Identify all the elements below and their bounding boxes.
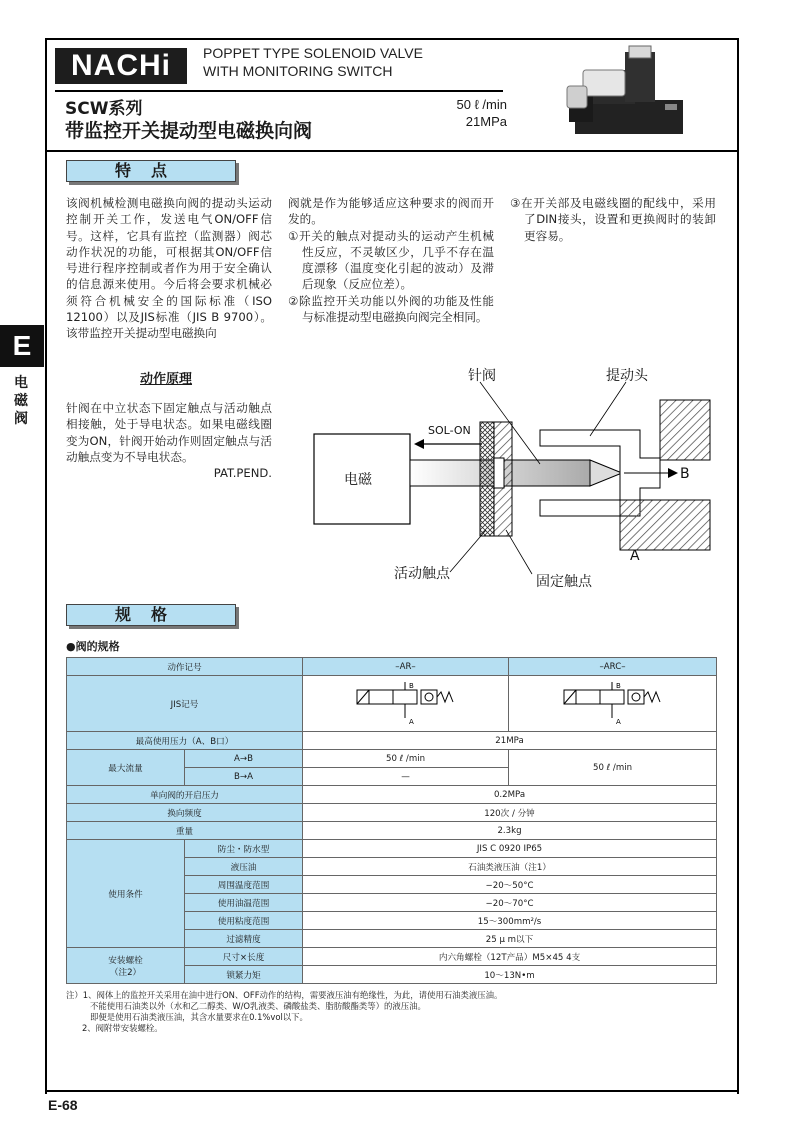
table-cell: –AR– (303, 658, 509, 676)
moving-contact (480, 422, 494, 536)
body-top (660, 400, 710, 460)
table-cell: 换向频度 (67, 804, 303, 822)
table-cell: 重量 (67, 822, 303, 840)
note-line: 即便是使用石油类液压油，其含水量要求在0.1%vol以下。 (66, 1012, 308, 1022)
table-cell: — (303, 768, 509, 786)
table-cell: 单向阀的开启压力 (67, 786, 303, 804)
note-line: 2、阀附带安装螺栓。 (66, 1023, 163, 1033)
feature-item-2: ②除监控开关功能以外阀的功能及性能与标准提动型电磁换向阀完全相同。 (288, 293, 494, 325)
poppet-leader (590, 382, 626, 436)
header-specs (447, 96, 507, 130)
section-e-tab: E (0, 325, 44, 367)
note-line: 不能使用石油类以外（水和乙二醇类、W/O乳液类、磷酸盐类、脂肪酸酯类等）的液压油。 (66, 1001, 426, 1011)
moving-contact-leader (450, 530, 486, 572)
table-cell: 0.2MPa (303, 786, 717, 804)
table-cell: B→A (185, 768, 303, 786)
solenoid-label: 电磁 (344, 472, 372, 488)
valve-photo (525, 42, 685, 142)
specs-heading: 规格 (66, 604, 236, 626)
table-cell: –ARC– (509, 658, 717, 676)
table-row (67, 822, 717, 840)
jis-symbol-arc (509, 676, 717, 732)
header-bottom-rule (45, 150, 737, 152)
table-cell: 50 ℓ /min (509, 750, 717, 786)
principle-heading: 动作原理 (140, 372, 193, 387)
page-number: E-68 (48, 1097, 78, 1113)
features-col2 (288, 195, 494, 325)
english-title-line2: WITH MONITORING SWITCH (203, 63, 393, 79)
bolt-label: 安装螺栓 (108, 955, 143, 966)
page-header (47, 40, 735, 152)
body-bottom (620, 500, 710, 550)
table-cell: JIS C 0920 IP65 (303, 840, 717, 858)
table-cell: 动作记号 (67, 658, 303, 676)
operating-principle-diagram (300, 360, 720, 596)
brand-logo: NACHi (55, 48, 187, 84)
note-line: 注）1、阀体上的监控开关采用在油中进行ON、OFF动作的结构，需要液压油有绝缘性，为此，请使用石油类液压油。 (66, 990, 503, 1000)
table-cell: 锁紧力矩 (185, 966, 303, 984)
table-cell: −20～70°C (303, 894, 717, 912)
table-cell: 过滤精度 (185, 930, 303, 948)
table-cell: 尺寸×长度 (185, 948, 303, 966)
table-cell: A→B (185, 750, 303, 768)
footer-rule (45, 1090, 737, 1092)
spec-table (66, 657, 717, 984)
table-cell: 防尘・防水型 (185, 840, 303, 858)
table-cell: 使用粘度范围 (185, 912, 303, 930)
table-cell: 21MPa (303, 732, 717, 750)
features-col2-intro: 阀就是作为能够适应这种要求的阀而开发的。 (288, 196, 494, 227)
table-cell: 120次 / 分钟 (303, 804, 717, 822)
features-col1 (66, 195, 272, 342)
moving-contact-label: 活动触点 (394, 566, 450, 582)
table-cell: 最大流量 (67, 750, 185, 786)
needle-valve-label: 针阀 (468, 368, 496, 384)
table-cell: JIS记号 (67, 676, 303, 732)
features-heading: 特点 (66, 160, 236, 182)
table-row (67, 804, 717, 822)
jis-symbol-ar (303, 676, 509, 732)
poppet-label: 提动头 (606, 368, 648, 384)
section-e-label: 电磁阀 (14, 375, 28, 427)
features-col3 (510, 195, 716, 244)
washer (494, 458, 504, 488)
fixed-contact-leader (506, 530, 532, 574)
fixed-contact-label: 固定触点 (536, 574, 592, 590)
flow-b-arrowhead (668, 468, 678, 478)
table-cell: 10～13N•m (303, 966, 717, 984)
sol-on-label: SOL-ON (428, 424, 471, 437)
header-rule (55, 90, 503, 92)
sol-on-arrowhead (414, 439, 424, 449)
feature-item-3: ③在开关部及电磁线圈的配线中，采用了DIN接头，设置和更换阀时的装卸更容易。 (510, 196, 716, 243)
table-row (67, 948, 717, 966)
table-cell (67, 948, 185, 984)
principle-text-block (66, 400, 272, 481)
english-title (203, 44, 423, 80)
table-cell: −20～50°C (303, 876, 717, 894)
svg-text:A: A (408, 718, 414, 726)
header-pressure: 21MPa (465, 114, 507, 129)
table-cell: 周围温度范围 (185, 876, 303, 894)
specs-subtitle: ●阀的规格 (66, 640, 120, 653)
svg-text:B: B (615, 682, 621, 690)
patent-pending: PAT.PEND. (213, 466, 272, 481)
port-a-label: A (630, 548, 640, 564)
table-row (67, 658, 717, 676)
jis-symbol-ar-icon (351, 678, 461, 726)
jis-symbol-arc-icon (558, 678, 668, 726)
needle-tip (590, 460, 622, 486)
table-row (67, 786, 717, 804)
bolt-note: （注2） (109, 967, 142, 978)
table-cell: 液压油 (185, 858, 303, 876)
table-row (67, 676, 717, 732)
svg-text:A: A (615, 718, 621, 726)
table-cell: 2.3kg (303, 822, 717, 840)
series-name: SCW系列 (65, 99, 143, 119)
table-cell: 最高使用压力（A、B口） (67, 732, 303, 750)
table-row (67, 840, 717, 858)
product-title: 带监控开关提动型电磁换向阀 (65, 120, 313, 142)
table-row (67, 750, 717, 768)
header-flow: 50 ℓ /min (456, 97, 507, 112)
svg-text:B: B (408, 682, 414, 690)
english-title-line1: POPPET TYPE SOLENOID VALVE (203, 45, 423, 61)
table-cell: 使用条件 (67, 840, 185, 948)
feature-item-1: ①开关的触点对提动头的运动产生机械性反应，不灵敏区少，几乎不存在温度漂移（温度变化引起的波动）及滞后现象（反应位差）。 (288, 228, 494, 292)
table-cell: 50 ℓ /min (303, 750, 509, 768)
principle-text: 针阀在中立状态下固定触点与活动触点相接触，处于导电状态。如果电磁线圈变为ON，针阀开始动作则固定触点与活动触点变为不导电状态。 (66, 401, 272, 464)
table-cell: 内六角螺栓（12T产品）M5×45 4支 (303, 948, 717, 966)
features-col1-text: 该阀机械检测电磁换向阀的提动头运动控制开关工作，发送电气ON/OFF信号。这样，它具有监控（监测器）阀芯动作状况的功能，可根据其ON/OFF信号进行程序控制或者作为用于安全确认的信息源来使用。今后将会要求机械必须符合机械安全的国际标准（ISO 12100）以及JIS标准（JIS B 9700）。该带监控开关提动型电磁换向 (66, 196, 272, 341)
table-row (67, 732, 717, 750)
table-cell: 25 μ m以下 (303, 930, 717, 948)
spec-notes (66, 990, 502, 1034)
table-cell: 石油类液压油（注1） (303, 858, 717, 876)
table-cell: 使用油温范围 (185, 894, 303, 912)
table-cell: 15～300mm²/s (303, 912, 717, 930)
port-b-label: B (680, 466, 690, 482)
